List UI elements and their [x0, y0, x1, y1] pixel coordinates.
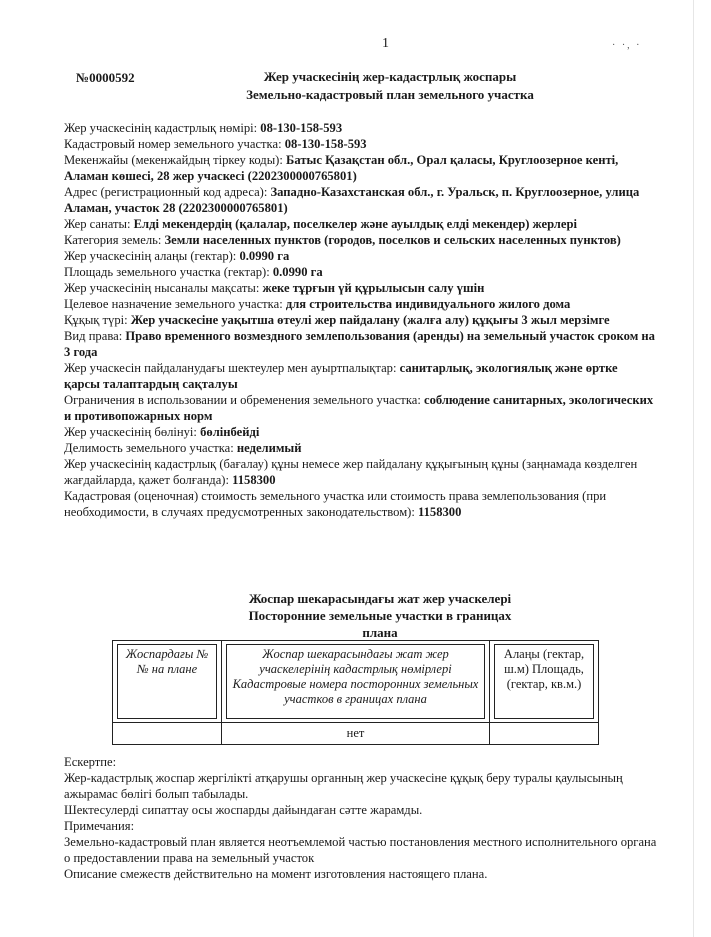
note-line: Жер-кадастрлық жоспар жергілікті атқарушы органның жер учаскесіне құқық беру туралы қаулысының ажырамас бөлігі болып табылады.: [64, 771, 623, 801]
field-value: 1158300: [232, 473, 276, 487]
field-label: Жер учаскесінің кадастрлық (бағалау) құны немесе жер пайдалану құқығының құны (заңнамада көзделген жағдайларда, қажет болғанда):: [64, 457, 638, 487]
section-title-ru-1: Посторонние земельные участки в границах: [248, 608, 512, 623]
field-value: 0.0990 га: [239, 249, 290, 263]
field-row: [64, 264, 656, 280]
field-value: Право временного возмездного землепользования (аренды) на земельный участок сроком на 3 года: [64, 329, 655, 359]
field-row: [64, 328, 656, 360]
header-cell: [222, 641, 490, 723]
field-label: Мекенжайы (мекенжайдың тіркеу коды):: [64, 153, 287, 167]
field-label: Кадастровый номер земельного участка:: [64, 137, 285, 151]
field-row: [64, 440, 656, 456]
field-row: [64, 488, 656, 520]
section-title-ru-2: плана: [362, 625, 398, 640]
field-label: Площадь земельного участка (гектар):: [64, 265, 273, 279]
field-label: Жер учаскесінің алаңы (гектар):: [64, 249, 240, 263]
field-value: Батыс Қазақстан обл., Орал қаласы, Круглоозерное кенті, Аламан көшесі, 28 жер учаскесі (2202300000765801): [64, 153, 619, 183]
adjacent-plots-table: [112, 640, 599, 745]
field-label: Жер учаскесінің бөлінуі:: [64, 425, 201, 439]
field-value: для строительства индивидуального жилого дома: [285, 297, 571, 311]
field-label: Целевое назначение земельного участка:: [64, 297, 286, 311]
note-line: Шектесулерді сипаттау осы жоспарды дайындаған сәтте жарамды.: [64, 803, 423, 817]
field-value: санитарлық, экологиялық және өртке қарсы талаптардың сақталуы: [64, 361, 618, 391]
table-cell: нет: [222, 723, 490, 745]
note-line: Земельно-кадастровый план является неотъемлемой частью постановления местного исполнительного органа о предоставлении права на земельный участок: [64, 835, 657, 865]
field-value: Земли населенных пунктов (городов, поселков и сельских населенных пунктов): [164, 233, 621, 247]
field-label: Кадастровая (оценочная) стоимость земельного участка или стоимость права землепользования (при необходимости, в случаях предусмотренных законодательством):: [64, 489, 607, 519]
field-row: [64, 216, 656, 232]
field-label: Жер учаскесінің кадастрлық нөмірі:: [64, 121, 261, 135]
field-row: [64, 232, 656, 248]
section-title: [180, 590, 580, 641]
document-number: №0000592: [76, 70, 135, 85]
header-cadastral-numbers: Жоспар шекарасындағы жат жер учаскелерінің кадастрлық нөмірлері Кадастровые номера посторонних земельных участков в границах плана: [226, 644, 485, 719]
title-kz: Жер учаскесінің жер-кадастрлық жоспары: [263, 69, 517, 84]
field-row: [64, 280, 656, 296]
note-line: Примечания:: [64, 819, 135, 833]
header-number: Жоспардағы № № на плане: [117, 644, 217, 719]
note-line: Ескертпе:: [64, 755, 117, 769]
field-value: Елді мекендердің (қалалар, поселкелер және ауылдық елді мекендер) жерлері: [133, 217, 577, 231]
field-value: 08-130-158-593: [260, 121, 343, 135]
field-row: [64, 312, 656, 328]
scan-edge: [693, 0, 694, 937]
field-row: [64, 392, 656, 424]
notes-block: [64, 754, 664, 882]
field-value: соблюдение санитарных, экологических и противопожарных норм: [64, 393, 654, 423]
field-row: [64, 184, 656, 216]
header-cell: [113, 641, 222, 723]
field-label: Делимость земельного участка:: [64, 441, 237, 455]
table-row: [113, 723, 599, 745]
field-row: [64, 296, 656, 312]
field-value: 08-130-158-593: [284, 137, 367, 151]
field-value: 0.0990 га: [272, 265, 323, 279]
field-label: Жер учаскесін пайдаланудағы шектеулер мен ауыртпалықтар:: [64, 361, 400, 375]
scan-marks: · ·, ·: [612, 40, 642, 51]
field-label: Құқық түрі:: [64, 313, 131, 327]
field-label: Жер санаты:: [64, 217, 134, 231]
field-row: [64, 456, 656, 488]
field-row: [64, 248, 656, 264]
field-row: [64, 136, 656, 152]
table-cell: [490, 723, 599, 745]
header-cell: [490, 641, 599, 723]
field-row: [64, 360, 656, 392]
page-number: 1: [382, 36, 389, 51]
section-title-kz: Жоспар шекарасындағы жат жер учаскелері: [248, 591, 512, 606]
table-header-row: [113, 641, 599, 723]
field-value: бөлінбейді: [200, 425, 260, 439]
field-value: неделимый: [236, 441, 302, 455]
field-label: Ограничения в использовании и обременения земельного участка:: [64, 393, 424, 407]
field-label: Категория земель:: [64, 233, 165, 247]
field-value: жеке тұрғын үй құрылысын салу үшін: [262, 281, 485, 295]
field-row: [64, 152, 656, 184]
fields-block: [64, 120, 656, 520]
field-row: [64, 424, 656, 440]
field-label: Адрес (регистрационный код адреса):: [64, 185, 271, 199]
table-cell: [113, 723, 222, 745]
field-value: Жер учаскесіне уақытша өтеулі жер пайдалану (жалға алу) құқығы 3 жыл мерзімге: [130, 313, 610, 327]
field-label: Вид права:: [64, 329, 126, 343]
note-line: Описание смежеств действительно на момент изготовления настоящего плана.: [64, 867, 488, 881]
field-row: [64, 120, 656, 136]
title-ru: Земельно-кадастровый план земельного участка: [246, 87, 534, 102]
field-value: 1158300: [418, 505, 462, 519]
header-area: Алаңы (гектар, ш.м) Площадь, (гектар, кв.м.): [494, 644, 594, 719]
field-label: Жер учаскесінің нысаналы мақсаты:: [64, 281, 263, 295]
field-value: Западно-Казахстанская обл., г. Уральск, п. Круглоозерное, улица Аламан, участок 28 (2202300000765801): [64, 185, 640, 215]
